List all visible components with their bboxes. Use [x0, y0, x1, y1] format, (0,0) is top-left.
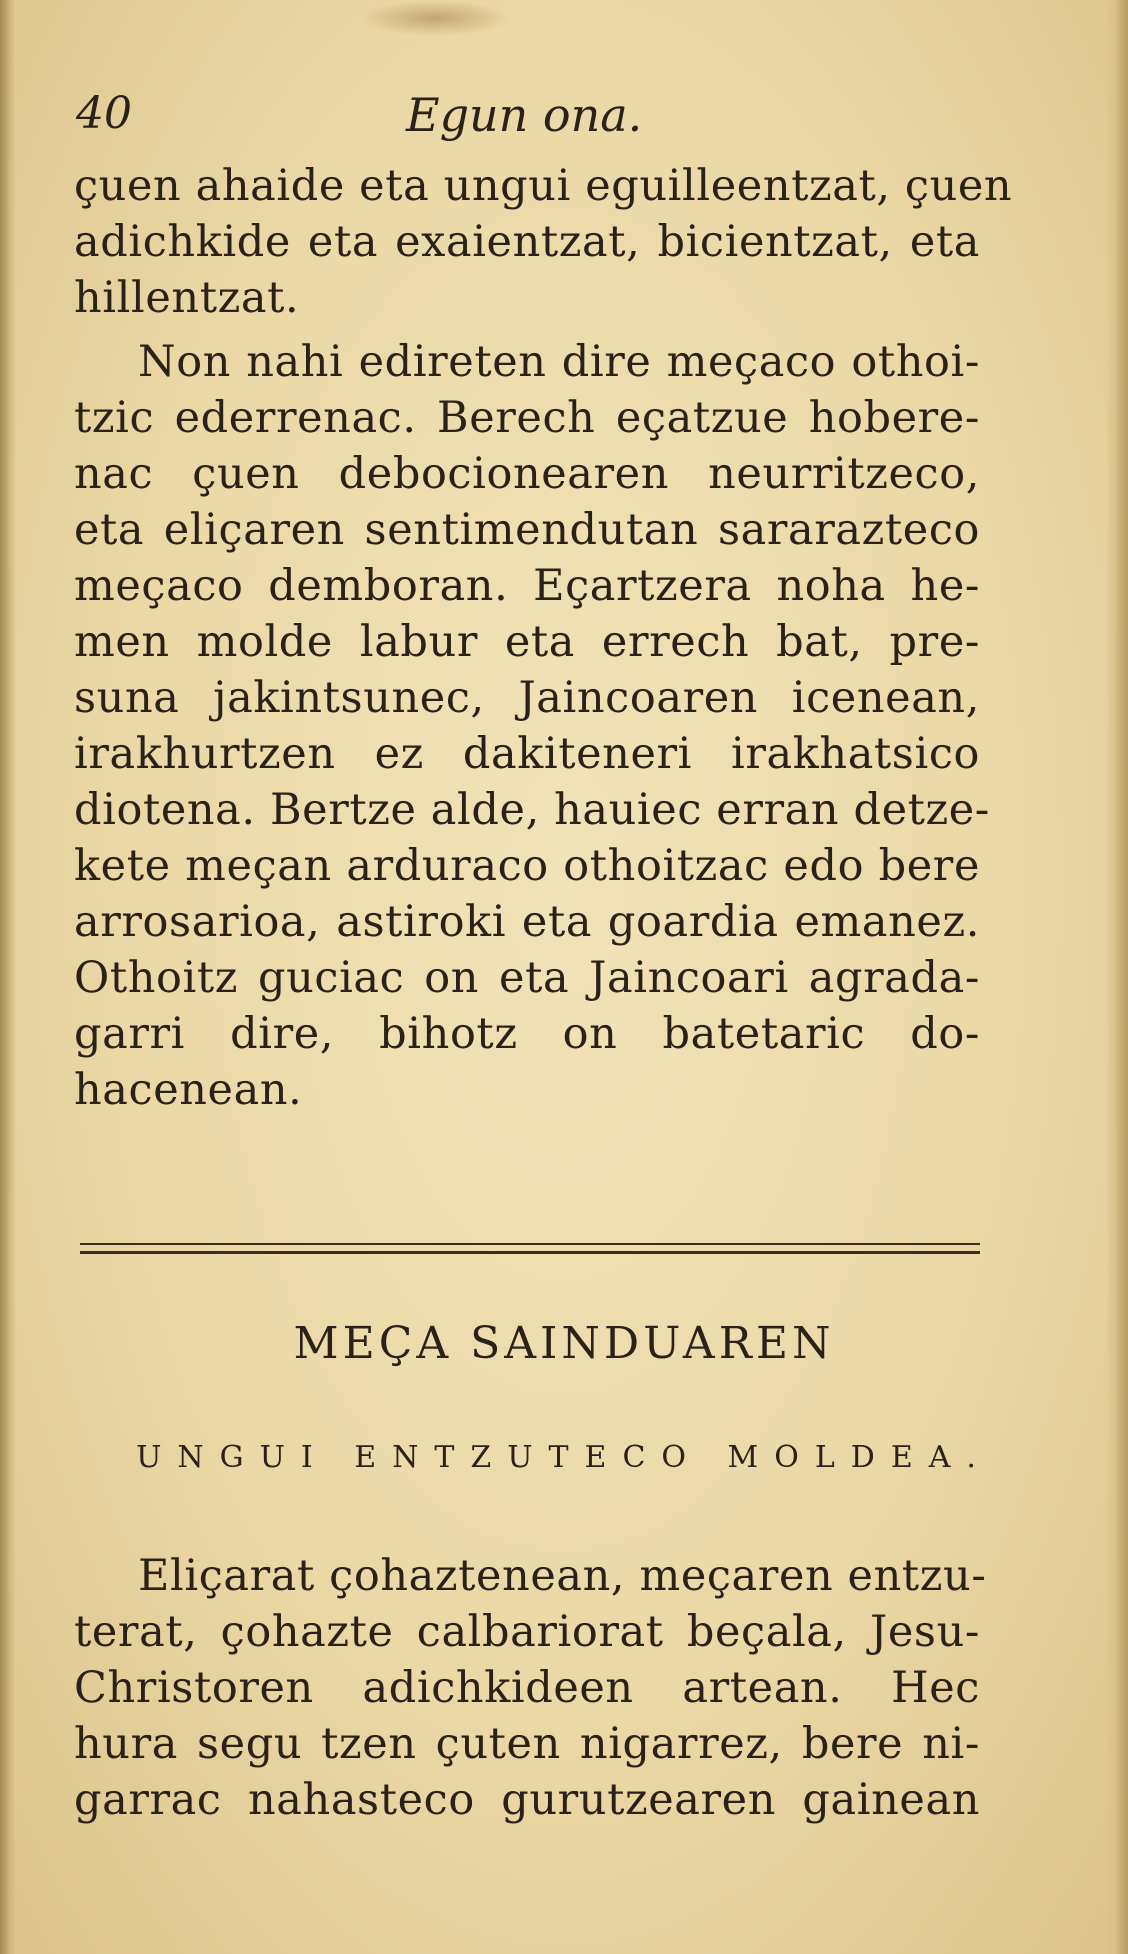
- text-line: Eliçarat çohaztenean, meçaren entzu-: [138, 1551, 987, 1601]
- section-subtitle: UNGUI ENTZUTECO MOLDEA.: [136, 1440, 992, 1475]
- text-line: tzic ederrenac. Berech eçatzue hobere-: [74, 393, 980, 443]
- paper-stain: [360, 0, 510, 36]
- page-right-edge: [1106, 0, 1128, 1954]
- text-line: eta eliçaren sentimendutan sararazteco: [74, 505, 980, 555]
- text-line: garrac nahasteco gurutzearen gainean: [74, 1775, 980, 1825]
- text-line: hura segu tzen çuten nigarrez, bere ni-: [74, 1719, 980, 1769]
- text-line: arrosarioa, astiroki eta goardia emanez.: [74, 897, 980, 947]
- text-line: hillentzat.: [74, 273, 300, 323]
- text-line: Non nahi edireten dire meçaco othoi-: [138, 337, 980, 387]
- body-text-bottom: [74, 1548, 987, 1828]
- text-line: hacenean.: [74, 1065, 303, 1115]
- page-number: 40: [76, 88, 132, 139]
- text-line: irakhurtzen ez dakiteneri irakhatsico: [74, 729, 980, 779]
- section-title: MEÇA SAINDUAREN: [293, 1318, 835, 1369]
- divider-thin-rule: [80, 1243, 980, 1245]
- text-line: kete meçan arduraco othoitzac edo bere: [74, 841, 980, 891]
- body-text-top: [74, 158, 1013, 1118]
- section-divider: [80, 1243, 980, 1254]
- text-line: diotena. Bertze alde, hauiec erran detze-: [74, 785, 990, 835]
- running-title: Egun ona.: [406, 88, 643, 142]
- text-line: men molde labur eta errech bat, pre-: [74, 617, 980, 667]
- text-line: Christoren adichkideen artean. Hec: [74, 1663, 980, 1713]
- text-line: meçaco demboran. Eçartzera noha he-: [74, 561, 980, 611]
- text-line: nac çuen debocionearen neurritzeco,: [74, 449, 980, 499]
- divider-thick-rule: [80, 1251, 980, 1254]
- text-line: çuen ahaide eta ungui eguilleentzat, çuen: [74, 161, 1013, 211]
- page-header: [76, 88, 976, 148]
- text-line: garri dire, bihotz on batetaric do-: [74, 1009, 980, 1059]
- page-left-edge: [0, 0, 16, 1954]
- text-line: suna jakintsunec, Jaincoaren icenean,: [74, 673, 980, 723]
- text-line: adichkide eta exaientzat, bicientzat, eta: [74, 217, 980, 267]
- text-line: terat, çohazte calbariorat beçala, Jesu-: [74, 1607, 980, 1657]
- text-line: Othoitz guciac on eta Jaincoari agrada-: [74, 953, 980, 1003]
